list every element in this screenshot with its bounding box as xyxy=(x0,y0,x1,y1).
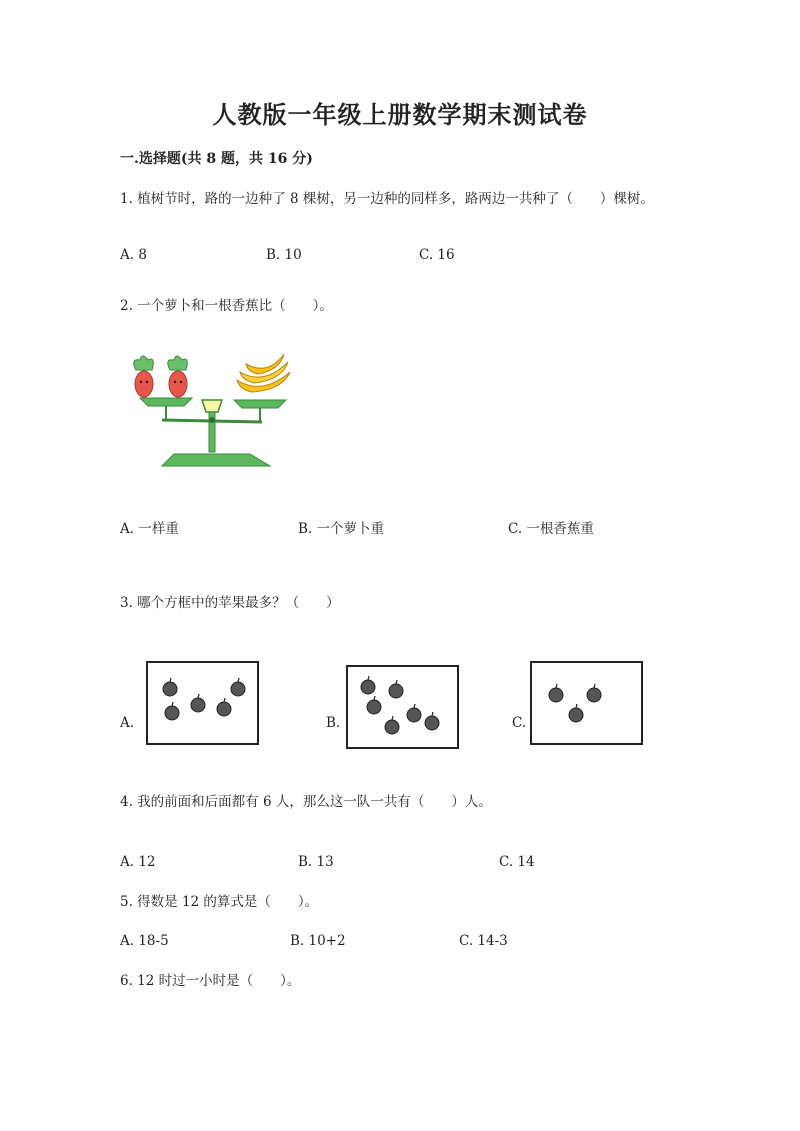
question-4-text: 4. 我的前面和后面都有 6 人，那么这一队一共有（ ）人。 xyxy=(120,794,492,810)
q2-option-b[interactable]: B. 一个萝卜重 xyxy=(298,521,385,537)
q3-option-b[interactable]: B. xyxy=(326,715,341,731)
section-heading: 一.选择题(共 8 题，共 16 分) xyxy=(120,151,313,167)
q3-option-c[interactable]: C. xyxy=(512,715,527,731)
q4-option-a[interactable]: A. 12 xyxy=(120,854,156,870)
banana-icon xyxy=(237,354,290,392)
radish-icon xyxy=(134,356,154,397)
apple-box-b xyxy=(346,665,459,749)
page-title: 人教版一年级上册数学期末测试卷 xyxy=(212,100,588,129)
q5-option-c[interactable]: C. 14-3 xyxy=(459,933,508,949)
q1-option-c[interactable]: C. 16 xyxy=(419,247,455,263)
q4-option-c[interactable]: C. 14 xyxy=(499,854,535,870)
apple-box-c xyxy=(530,661,643,745)
q2-option-c[interactable]: C. 一根香蕉重 xyxy=(508,521,594,537)
question-2-text: 2. 一个萝卜和一根香蕉比（ ）。 xyxy=(120,298,333,314)
scale-icon xyxy=(140,398,286,466)
question-6-text: 6. 12 时过一小时是（ ）。 xyxy=(120,973,301,989)
q5-option-a[interactable]: A. 18-5 xyxy=(120,933,169,949)
balance-scale-illustration xyxy=(122,350,302,470)
question-5-text: 5. 得数是 12 的算式是（ ）。 xyxy=(120,894,319,910)
q5-option-b[interactable]: B. 10+2 xyxy=(290,933,346,949)
apple-box-a xyxy=(146,661,259,745)
q1-option-b[interactable]: B. 10 xyxy=(266,247,302,263)
q1-option-a[interactable]: A. 8 xyxy=(120,247,147,263)
q3-option-a[interactable]: A. xyxy=(120,715,135,731)
radish-icon xyxy=(168,356,188,397)
q2-option-a[interactable]: A. 一样重 xyxy=(120,521,179,537)
question-1-text: 1. 植树节时，路的一边种了 8 棵树，另一边种的同样多，路两边一共种了（ ）棵树。 xyxy=(120,191,654,207)
q4-option-b[interactable]: B. 13 xyxy=(298,854,334,870)
question-3-text: 3. 哪个方框中的苹果最多？（ ） xyxy=(120,595,340,611)
